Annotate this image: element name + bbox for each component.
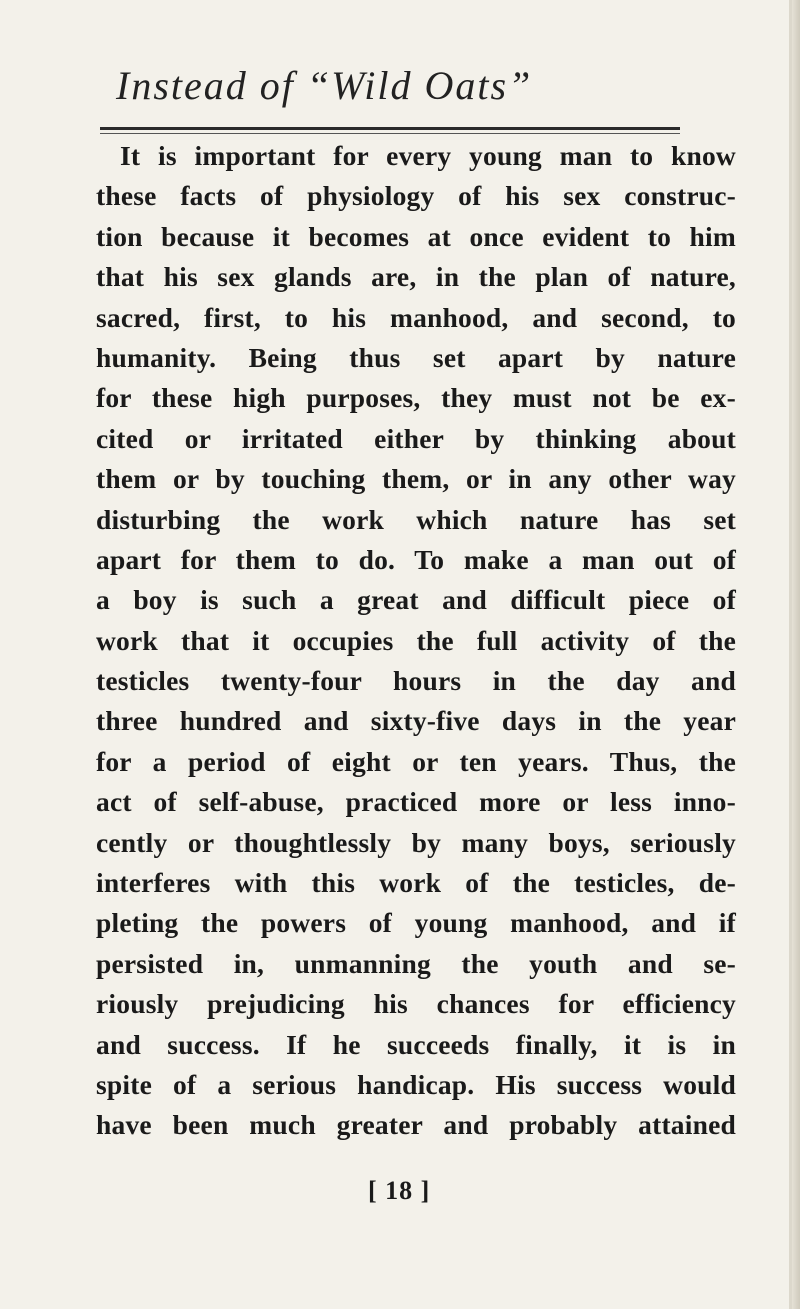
text-line: humanity. Being thus set apart by nature (96, 341, 736, 373)
text-line: cited or irritated either by thinking about (96, 422, 736, 454)
text-line: cently or thoughtlessly by many boys, seriously (96, 826, 736, 858)
text-line: riously prejudicing his chances for efficiency (96, 988, 736, 1020)
text-line: act of self-abuse, practiced more or less inno- (96, 786, 736, 818)
text-line: and success. If he succeeds finally, it is in (96, 1028, 736, 1060)
text-line: a boy is such a great and difficult piece of (96, 584, 736, 616)
page-edge (792, 0, 800, 1309)
text-line: interferes with this work of the testicles, de- (96, 867, 736, 899)
text-line: testicles twenty-four hours in the day and (96, 665, 736, 697)
header-rule-thin (100, 133, 680, 134)
text-line: these facts of physiology of his sex construc- (96, 180, 736, 212)
text-line: for these high purposes, they must not be ex- (96, 382, 736, 414)
text-line: spite of a serious handicap. His success would (96, 1068, 736, 1100)
text-line: work that it occupies the full activity of the (96, 624, 736, 656)
text-line: persisted in, unmanning the youth and se- (96, 947, 736, 979)
text-line: disturbing the work which nature has set (96, 503, 736, 535)
page-number: [ 18 ] (368, 1176, 431, 1205)
text-line: It is important for every young man to know (120, 140, 736, 171)
text-line: tion because it becomes at once evident to him (96, 220, 736, 252)
text-line: them or by touching them, or in any other way (96, 463, 736, 495)
header-rule-thick (100, 127, 680, 130)
text-line: apart for them to do. To make a man out of (96, 543, 736, 575)
text-line: that his sex glands are, in the plan of nature, (96, 261, 736, 293)
text-line: for a period of eight or ten years. Thus, the (96, 745, 736, 777)
text-line: have been much greater and probably attained (96, 1109, 736, 1141)
text-line: three hundred and sixty-five days in the year (96, 705, 736, 737)
body-paragraph (96, 136, 736, 1146)
text-line: pleting the powers of young manhood, and if (96, 907, 736, 939)
text-line: sacred, first, to his manhood, and second, to (96, 301, 736, 333)
running-header: Instead of “Wild Oats” (116, 63, 533, 108)
